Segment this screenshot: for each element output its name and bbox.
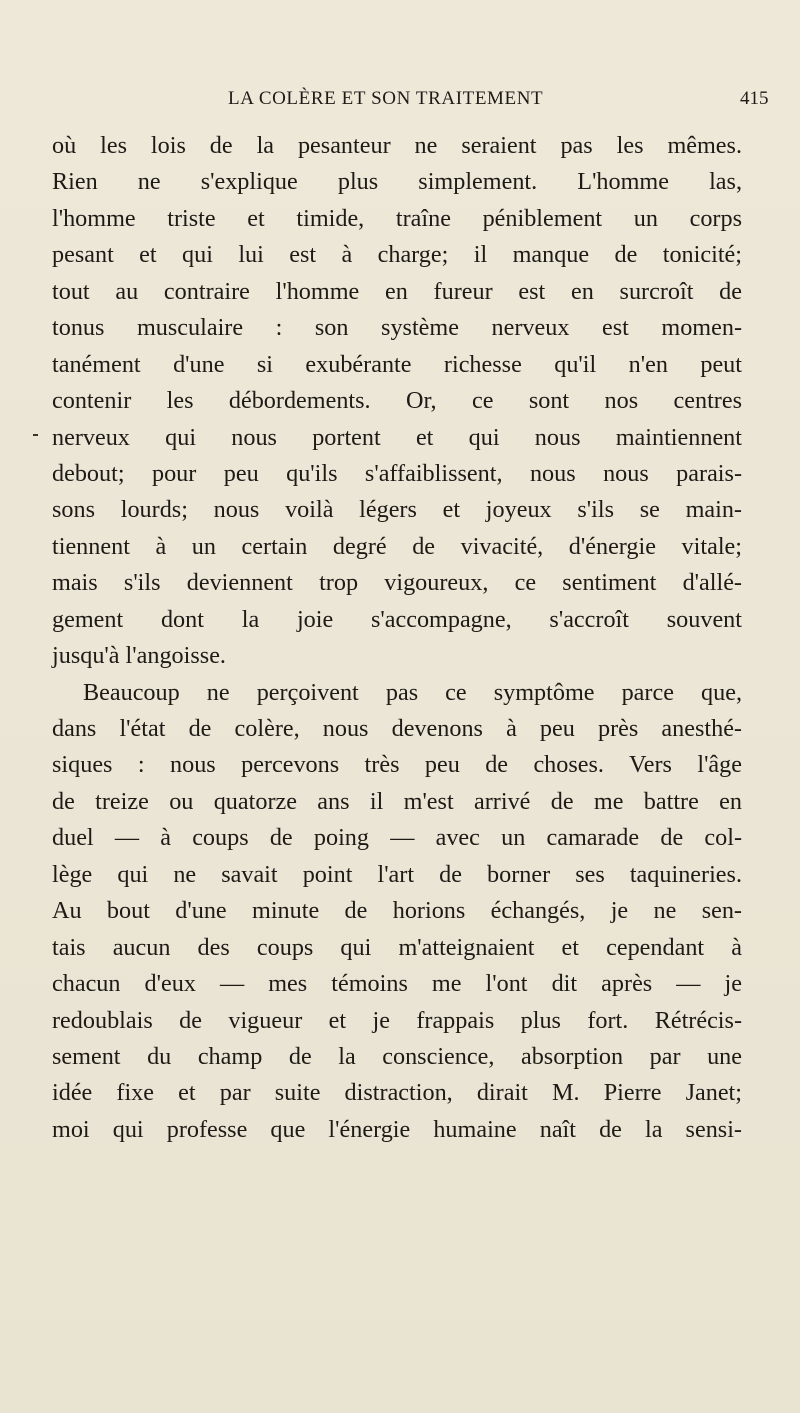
running-head xyxy=(0,88,800,112)
paragraph-start-line: Beaucoup ne perçoivent pas ce symptôme parce que, xyxy=(83,678,742,706)
text-line: dans l'état de colère, nous devenons à peu près anesthé- xyxy=(52,715,742,742)
text-line: siques : nous percevons très peu de choses. Vers l'âge xyxy=(52,751,742,779)
text-line: de treize ou quatorze ans il m'est arrivé de me battre en xyxy=(52,787,742,815)
running-title: LA COLÈRE ET SON TRAITEMENT xyxy=(228,88,544,109)
text-line: contenir les débordements. Or, ce sont nos centres xyxy=(52,387,742,415)
text-line: sons lourds; nous voilà légers et joyeux s'ils se main- xyxy=(52,496,742,524)
body-text xyxy=(52,128,742,1148)
text-line: tanément d'une si exubérante richesse qu'il n'en peut xyxy=(52,350,742,378)
text-line: pesant et qui lui est à charge; il manque de tonicité; xyxy=(52,241,742,269)
text-line: Au bout d'une minute de horions échangés, je ne sen- xyxy=(52,897,742,925)
text-line: l'homme triste et timide, traîne péniblement un corps xyxy=(52,204,742,232)
text-line: sement du champ de la conscience, absorption par une xyxy=(52,1042,742,1070)
text-line: tonus musculaire : son système nerveux est momen- xyxy=(52,314,742,342)
margin-mark xyxy=(33,434,38,436)
paragraph-end-line: jusqu'à l'angoisse. xyxy=(52,642,226,670)
text-line: tiennent à un certain degré de vivacité, d'énergie vitale; xyxy=(52,532,742,560)
text-line: debout; pour peu qu'ils s'affaiblissent, nous nous parais- xyxy=(52,459,742,487)
text-line: tais aucun des coups qui m'atteignaient et cependant à xyxy=(52,933,742,961)
text-line: tout au contraire l'homme en fureur est en surcroît de xyxy=(52,277,742,305)
page-number: 415 xyxy=(740,88,769,109)
text-line: gement dont la joie s'accompagne, s'accroît souvent xyxy=(52,605,742,633)
text-line: redoublais de vigueur et je frappais plus fort. Rétrécis- xyxy=(52,1006,742,1034)
text-line: où les lois de la pesanteur ne seraient pas les mêmes. xyxy=(52,132,742,159)
text-line: mais s'ils deviennent trop vigoureux, ce sentiment d'allé- xyxy=(52,569,742,597)
text-line: lège qui ne savait point l'art de borner ses taquineries. xyxy=(52,860,742,888)
text-line: moi qui professe que l'énergie humaine naît de la sensi- xyxy=(52,1115,742,1143)
text-line: Rien ne s'explique plus simplement. L'homme las, xyxy=(52,168,742,196)
text-line: duel — à coups de poing — avec un camarade de col- xyxy=(52,824,742,852)
text-line: chacun d'eux — mes témoins me l'ont dit après — je xyxy=(52,970,742,998)
text-line: nerveux qui nous portent et qui nous maintiennent xyxy=(52,423,742,451)
text-line: idée fixe et par suite distraction, dirait M. Pierre Janet; xyxy=(52,1079,742,1107)
